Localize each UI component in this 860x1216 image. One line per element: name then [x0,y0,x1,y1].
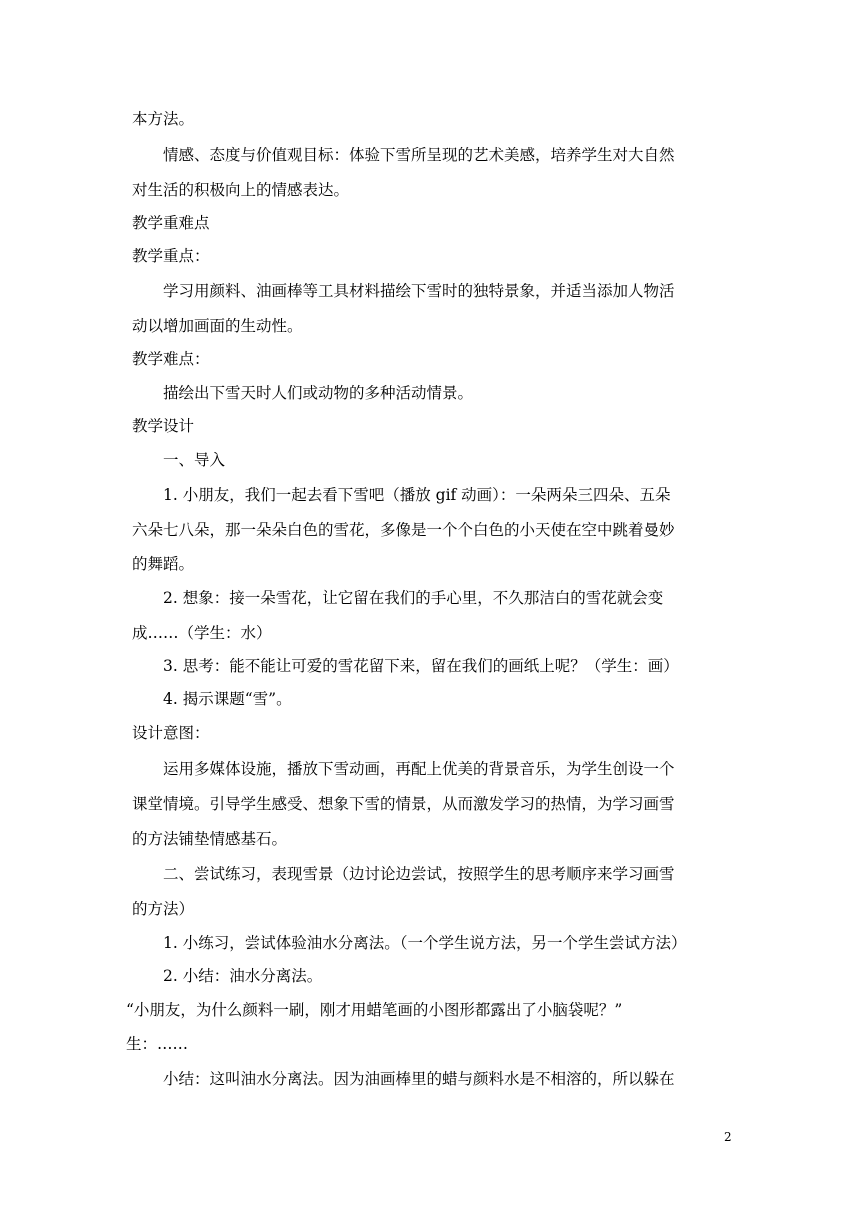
list-item: 4. 揭示课题“雪”。 [163,690,292,708]
list-item: 2. 小结：油水分离法。 [163,967,323,985]
text-line: 六朵七八朵，那一朵朵白色的雪花，多像是一个个白色的小天使在空中跳着曼妙 [132,521,675,539]
list-item: 1. 小练习，尝试体验油水分离法。（一个学生说方法，另一个学生尝试方法） [163,934,687,952]
text-line: 学习用颜料、油画棒等工具材料描绘下雪时的独特景象，并适当添加人物活 [163,282,675,300]
text-line: 情感、态度与价值观目标：体验下雪所呈现的艺术美感，培养学生对大自然 [163,146,675,164]
section-heading: 教学设计 [132,417,195,435]
text-line: 的方法） [132,900,195,918]
list-item: 1. 小朋友，我们一起去看下雪吧（播放 gif 动画）：一朵两朵三四朵、五朵 [163,486,671,504]
text-line: 生：…… [126,1035,189,1053]
text-line: 运用多媒体设施，播放下雪动画，再配上优美的背景音乐，为学生创设一个 [163,760,675,778]
page-number: 2 [724,1130,732,1144]
section-heading: 教学重难点 [132,214,210,232]
subheading: 二、尝试练习，表现雪景（边讨论边尝试，按照学生的思考顺序来学习画雪 [163,865,675,883]
list-item: 3. 思考：能不能让可爱的雪花留下来，留在我们的画纸上呢？（学生：画） [163,657,679,675]
subheading: 教学重点： [132,247,210,265]
text-line: 本方法。 [132,110,195,128]
subheading: 教学难点： [132,350,210,368]
text-line: 动以增加画面的生动性。 [132,317,303,335]
list-item: 2. 想象：接一朵雪花，让它留在我们的手心里，不久那洁白的雪花就会变 [163,589,664,607]
text-line: 的舞蹈。 [132,555,195,573]
text-line: 描绘出下雪天时人们或动物的多种活动情景。 [163,384,474,402]
text-line: 的方法铺垫情感基石。 [132,830,288,848]
subheading: 设计意图： [132,724,210,742]
text-line: 对生活的积极向上的情感表达。 [132,181,350,199]
text-line: 课堂情境。引导学生感受、想象下雪的情景，从而激发学习的热情，为学习画雪 [132,795,675,813]
quote-line: “小朋友，为什么颜料一刷，刚才用蜡笔画的小图形都露出了小脑袋呢？” [126,1001,623,1019]
subheading: 一、导入 [163,451,226,469]
text-line: 小结：这叫油水分离法。因为油画棒里的蜡与颜料水是不相溶的，所以躲在 [163,1070,675,1088]
text-line: 成……（学生：水） [132,624,272,642]
